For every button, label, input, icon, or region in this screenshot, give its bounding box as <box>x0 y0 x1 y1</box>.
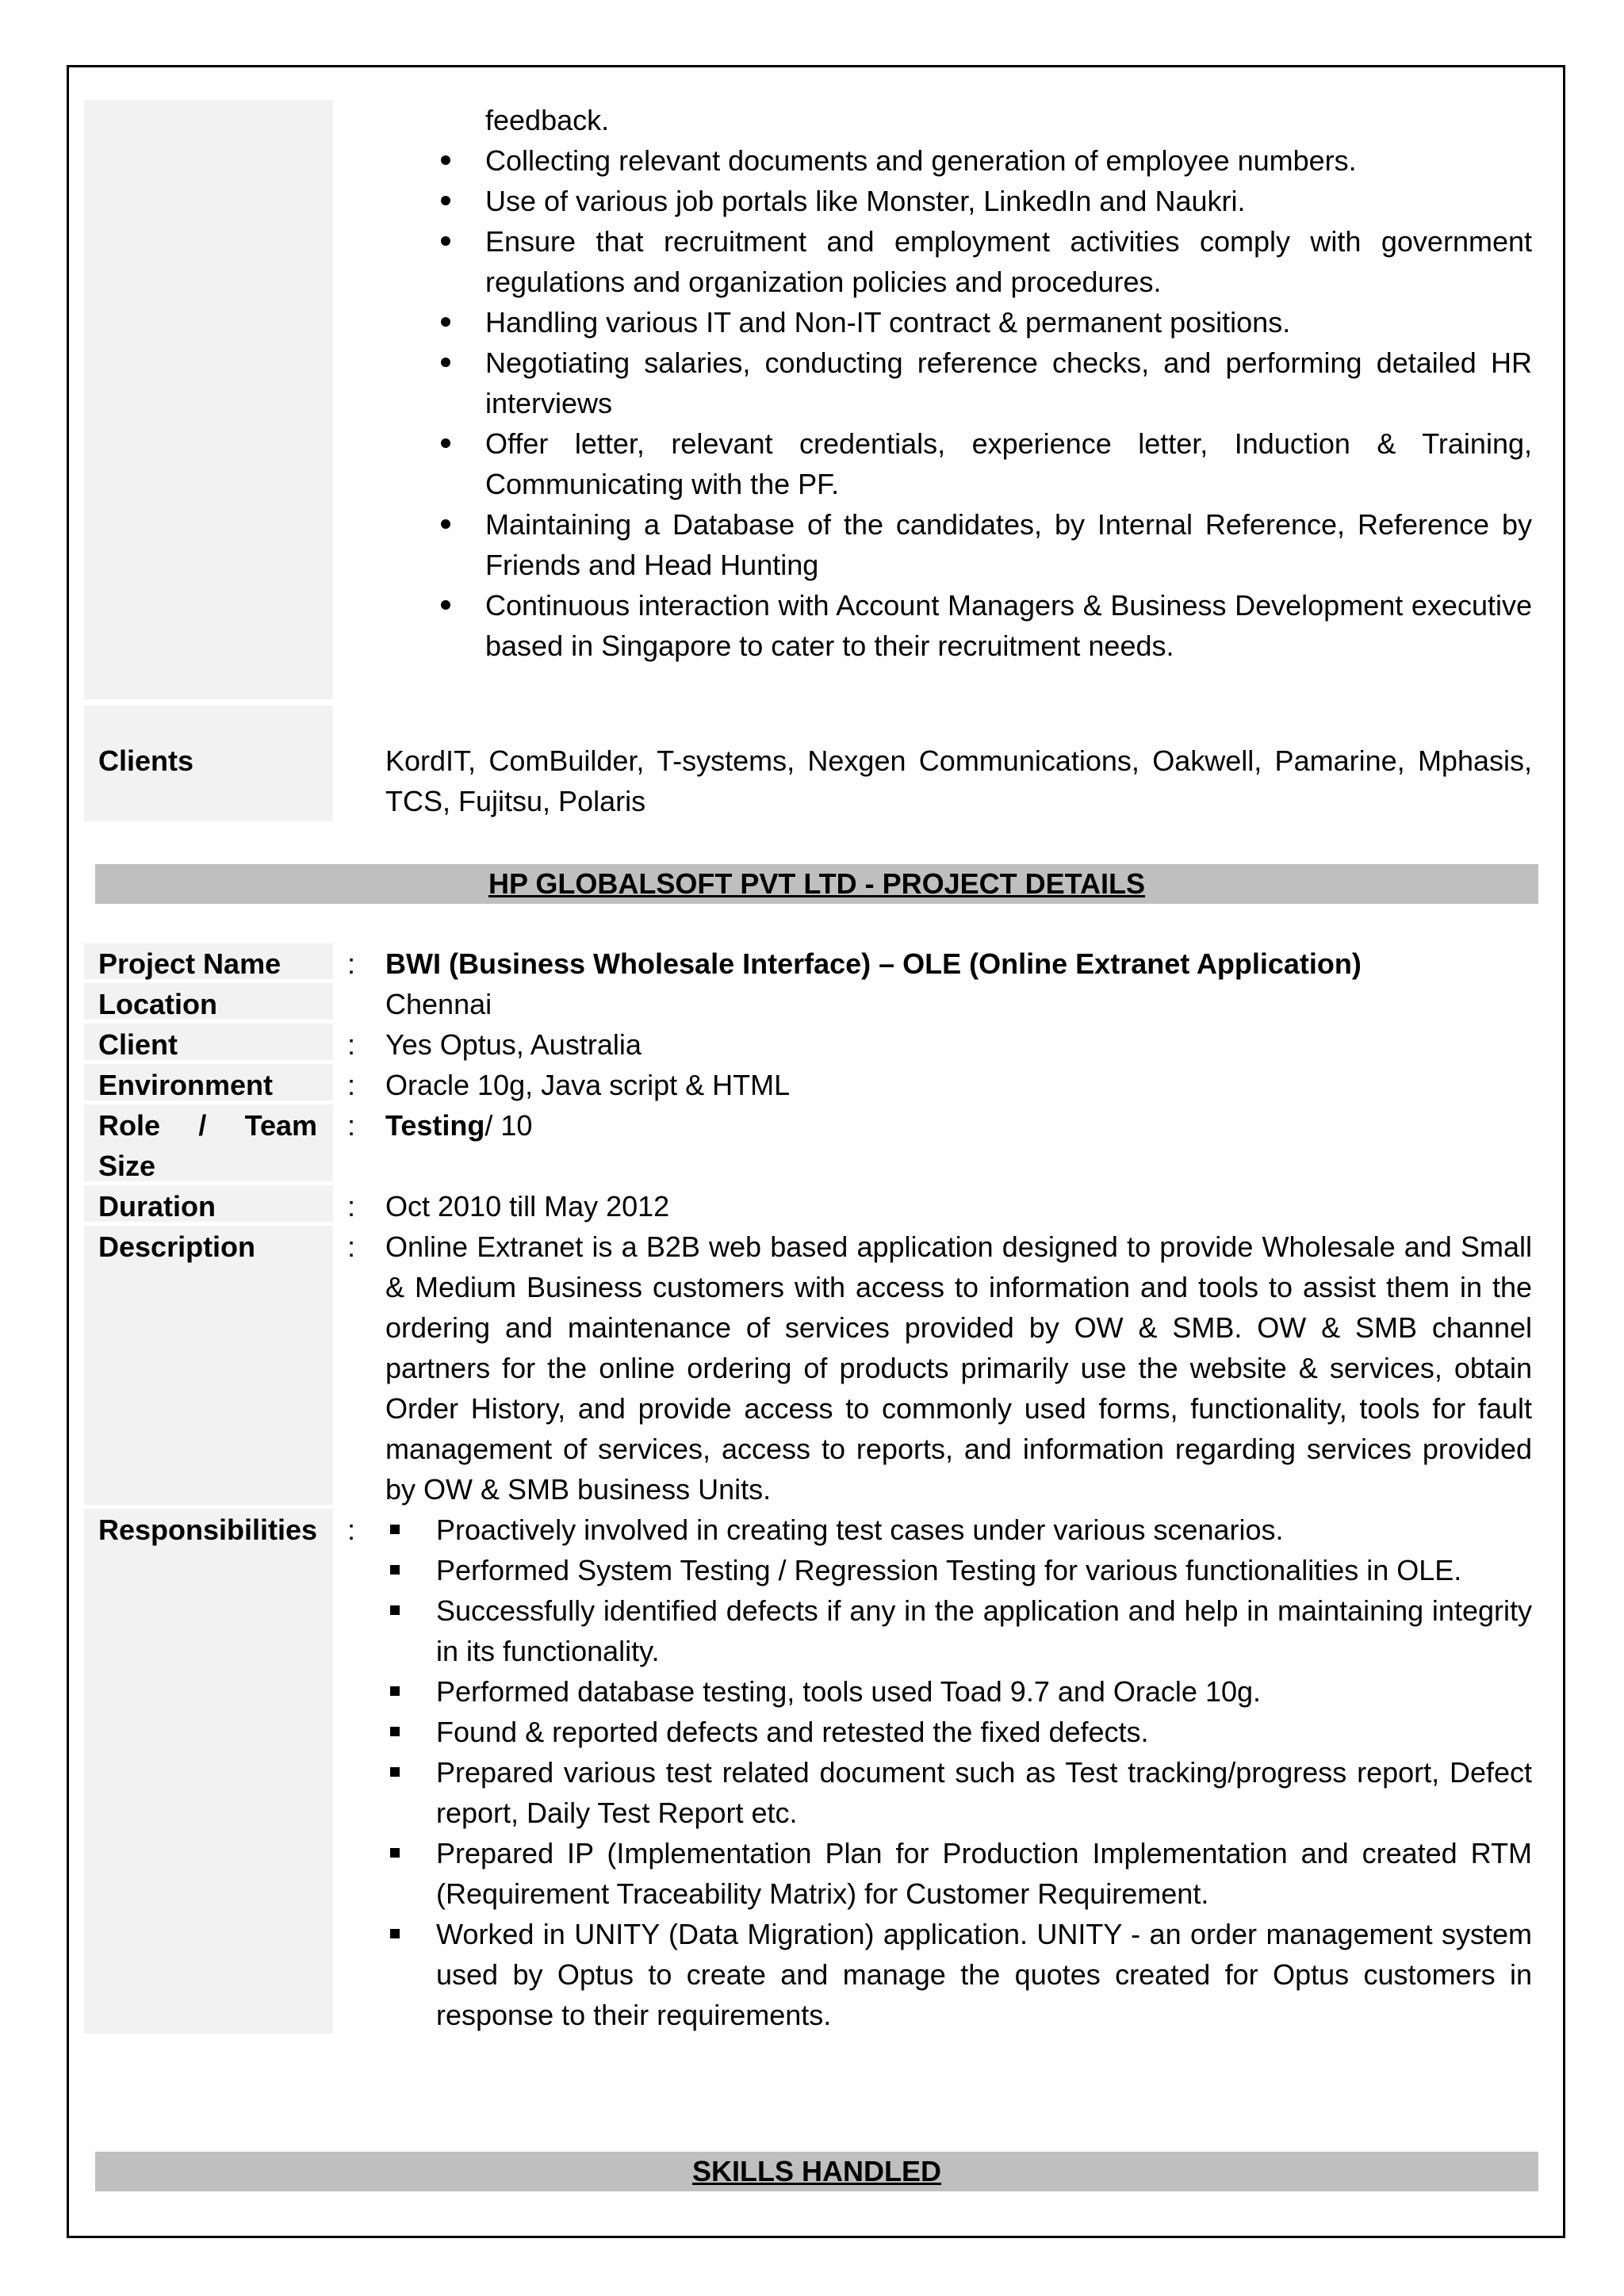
responsibility-text: Performed database testing, tools used Toad 9.7 and Oracle 10g. <box>436 1675 1262 1708</box>
role-value-rest: / 10 <box>485 1109 533 1142</box>
description-label: Description <box>98 1230 256 1263</box>
list-item <box>436 1712 1532 1752</box>
bullet-text: Maintaining a Database of the candidates, by Internal Reference, Reference by Friends and Head Hunting <box>485 508 1532 581</box>
client-label: Client <box>98 1028 178 1061</box>
list-item <box>485 221 1532 302</box>
role-label-line2: Size <box>98 1150 156 1182</box>
role-value-bold: Testing <box>385 1109 485 1142</box>
bullet-text: Continuous interaction with Account Managers & Business Development executive based in Singapore to cater to their recruitment needs. <box>485 589 1532 662</box>
duration-value: Oct 2010 till May 2012 <box>385 1190 670 1223</box>
list-item <box>485 302 1532 342</box>
clients-value: KordIT, ComBuilder, T-systems, Nexgen Communications, Oakwell, Pamarine, Mphasis, TCS, Fujitsu, Polaris <box>385 744 1532 817</box>
project-section-heading: HP GLOBALSOFT PVT LTD - PROJECT DETAILS <box>95 864 1538 904</box>
project-name-label: Project Name <box>98 947 282 980</box>
list-item <box>485 423 1532 504</box>
colon: : <box>347 1230 356 1263</box>
list-item <box>436 1671 1532 1712</box>
list-item <box>436 1550 1532 1590</box>
responsibility-text: Performed System Testing / Regression Testing for various functionalities in OLE. <box>436 1554 1462 1586</box>
colon: : <box>347 1109 356 1142</box>
responsibility-text: Successfully identified defects if any in the application and help in maintaining integrity in its functionality. <box>436 1594 1532 1667</box>
responsibility-text: Proactively involved in creating test cases under various scenarios. <box>436 1513 1284 1546</box>
environment-label: Environment <box>98 1069 274 1101</box>
duration-label: Duration <box>98 1190 216 1223</box>
list-item <box>485 140 1532 181</box>
client-value: Yes Optus, Australia <box>385 1028 642 1061</box>
role-value <box>385 1105 532 1146</box>
top-bullet-list <box>485 140 1532 666</box>
colon: : <box>347 1028 356 1061</box>
responsibility-text: Found & reported defects and retested the fixed defects. <box>436 1716 1149 1748</box>
colon: : <box>347 1513 356 1546</box>
skills-section-heading: SKILLS HANDLED <box>95 2152 1538 2191</box>
label-cell-responsibilities <box>84 1509 333 2034</box>
responsibility-text: Worked in UNITY (Data Migration) application. UNITY - an order management system used by Optus to create and manage the quotes created for Optus customers in response to their requirements. <box>436 1918 1532 2031</box>
list-item <box>485 504 1532 585</box>
label-cell-top <box>84 100 333 699</box>
clients-label: Clients <box>98 744 194 777</box>
role-label-line1: Role / Team <box>98 1109 317 1142</box>
bullet-text: Handling various IT and Non-IT contract & permanent positions. <box>485 306 1291 339</box>
continued-text: feedback. <box>485 104 610 136</box>
list-item <box>436 1590 1532 1671</box>
location-label: Location <box>98 988 217 1020</box>
bullet-text: Ensure that recruitment and employment activities comply with government regulations and organization policies and procedures. <box>485 225 1532 298</box>
responsibilities-list <box>436 1510 1532 2035</box>
list-item <box>485 585 1532 666</box>
list-item <box>485 342 1532 423</box>
list-item <box>485 181 1532 221</box>
responsibility-text: Prepared IP (Implementation Plan for Production Implementation and created RTM (Requirement Traceability Matrix) for Customer Requirement. <box>436 1837 1532 1910</box>
bullet-text: Use of various job portals like Monster, LinkedIn and Naukri. <box>485 185 1246 217</box>
bullet-text: Collecting relevant documents and generation of employee numbers. <box>485 144 1357 177</box>
location-value: Chennai <box>385 988 492 1020</box>
colon: : <box>347 1069 356 1101</box>
bullet-text: Negotiating salaries, conducting reference checks, and performing detailed HR interviews <box>485 346 1532 419</box>
environment-value: Oracle 10g, Java script & HTML <box>385 1069 791 1101</box>
description-value: Online Extranet is a B2B web based application designed to provide Wholesale and Small & Medium Business customers with access to information and tools to assist them in the ordering and maintenance of services provided by OW & SMB. OW & SMB channel partners for the online ordering of products primarily use the website & services, obtain Order History, and provide access to commonly used forms, functionality, tools for fault management of services, access to reports, and information regarding services provided by OW & SMB business Units. <box>385 1230 1532 1506</box>
list-item <box>436 1752 1532 1833</box>
label-cell-description <box>84 1226 333 1505</box>
project-name-value: BWI (Business Wholesale Interface) – OLE (Online Extranet Application) <box>385 947 1362 980</box>
list-item <box>436 1833 1532 1914</box>
responsibility-text: Prepared various test related document such as Test tracking/progress report, Defect report, Daily Test Report etc. <box>436 1756 1532 1829</box>
bullet-text: Offer letter, relevant credentials, experience letter, Induction & Training, Communicating with the PF. <box>485 427 1532 500</box>
colon: : <box>347 947 356 980</box>
responsibilities-label: Responsibilities <box>98 1513 318 1546</box>
list-item <box>436 1510 1532 1550</box>
colon: : <box>347 1190 356 1223</box>
list-item <box>436 1914 1532 2035</box>
